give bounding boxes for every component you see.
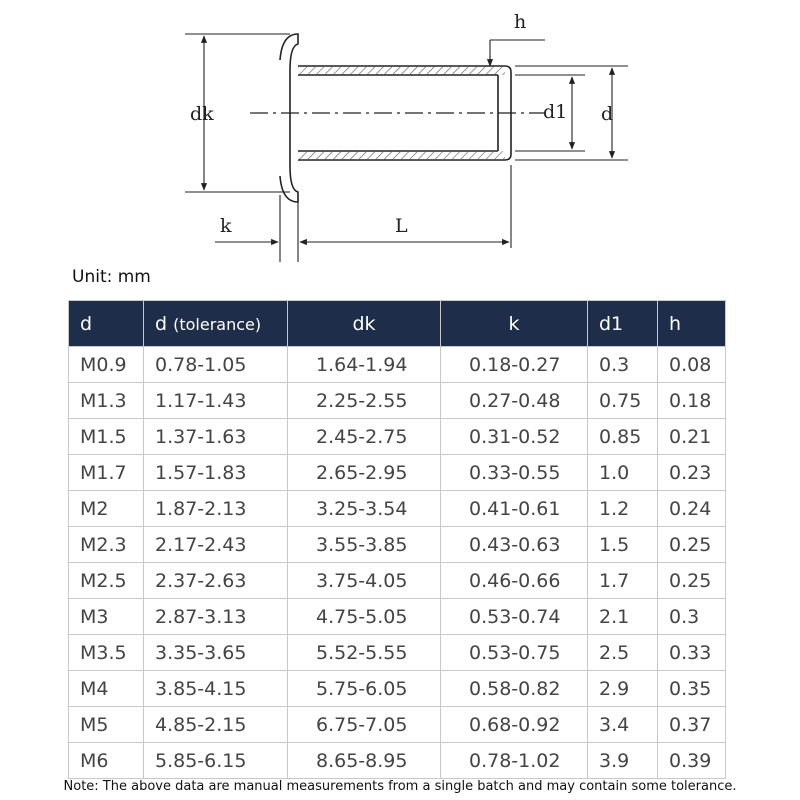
cell-tol: 0.78-1.05 (144, 347, 288, 383)
cell-d1: 3.9 (588, 743, 658, 779)
cell-tol: 1.87-2.13 (144, 491, 288, 527)
cell-k: 0.53-0.75 (441, 635, 588, 671)
cell-dk: 5.52-5.55 (288, 635, 441, 671)
table-row (69, 527, 726, 563)
cell-k: 0.41-0.61 (441, 491, 588, 527)
cell-h: 0.35 (658, 671, 726, 707)
cell-d: M2.5 (69, 563, 144, 599)
table-row (69, 491, 726, 527)
cell-d: M6 (69, 743, 144, 779)
header-h: h (658, 301, 726, 347)
cell-h: 0.39 (658, 743, 726, 779)
header-k: k (441, 301, 588, 347)
rivet-dimension-drawing (0, 0, 800, 270)
cell-k: 0.33-0.55 (441, 455, 588, 491)
cell-dk: 3.55-3.85 (288, 527, 441, 563)
cell-h: 0.33 (658, 635, 726, 671)
cell-d: M4 (69, 671, 144, 707)
d-label: d (601, 103, 614, 125)
table-row (69, 383, 726, 419)
cell-d: M1.7 (69, 455, 144, 491)
wall-hatch-bottom (298, 151, 505, 160)
header-dk: dk (288, 301, 441, 347)
rivet-shape (280, 34, 511, 202)
k-label: k (220, 215, 232, 237)
footnote: Note: The above data are manual measurements from a single batch and may contain some tolerance. (63, 779, 737, 794)
cell-k: 0.31-0.52 (441, 419, 588, 455)
cell-d: M2 (69, 491, 144, 527)
cell-dk: 2.25-2.55 (288, 383, 441, 419)
table-row (69, 455, 726, 491)
cell-h: 0.24 (658, 491, 726, 527)
h-label: h (514, 11, 527, 33)
cell-h: 0.08 (658, 347, 726, 383)
cell-dk: 2.65-2.95 (288, 455, 441, 491)
cell-k: 0.46-0.66 (441, 563, 588, 599)
cell-d: M5 (69, 707, 144, 743)
table-row (69, 563, 726, 599)
cell-h: 0.37 (658, 707, 726, 743)
cell-dk: 6.75-7.05 (288, 707, 441, 743)
cell-tol: 5.85-6.15 (144, 743, 288, 779)
cell-h: 0.25 (658, 563, 726, 599)
cell-dk: 3.25-3.54 (288, 491, 441, 527)
cell-d: M3.5 (69, 635, 144, 671)
cell-tol: 2.87-3.13 (144, 599, 288, 635)
cell-k: 0.58-0.82 (441, 671, 588, 707)
cell-d1: 1.7 (588, 563, 658, 599)
cell-d1: 0.75 (588, 383, 658, 419)
table-row (69, 671, 726, 707)
spec-table (68, 300, 726, 779)
cell-k: 0.68-0.92 (441, 707, 588, 743)
table-row (69, 347, 726, 383)
cell-tol: 1.17-1.43 (144, 383, 288, 419)
table-row (69, 635, 726, 671)
cell-d1: 1.0 (588, 455, 658, 491)
header-d-tolerance-sub: (tolerance) (173, 314, 262, 334)
cell-h: 0.23 (658, 455, 726, 491)
cell-h: 0.25 (658, 527, 726, 563)
cell-h: 0.18 (658, 383, 726, 419)
L-label: L (395, 215, 408, 237)
cell-tol: 2.17-2.43 (144, 527, 288, 563)
d1-label: d1 (543, 101, 568, 123)
table-header-row (69, 301, 726, 347)
k-L-dimensions (215, 165, 511, 262)
cell-tol: 1.57-1.83 (144, 455, 288, 491)
cell-dk: 3.75-4.05 (288, 563, 441, 599)
cell-k: 0.43-0.63 (441, 527, 588, 563)
header-d-tolerance-main: d (155, 312, 168, 335)
cell-d: M0.9 (69, 347, 144, 383)
cell-k: 0.27-0.48 (441, 383, 588, 419)
cell-tol: 2.37-2.63 (144, 563, 288, 599)
cell-tol: 1.37-1.63 (144, 419, 288, 455)
table-row (69, 419, 726, 455)
cell-d1: 1.5 (588, 527, 658, 563)
cell-k: 0.53-0.74 (441, 599, 588, 635)
cell-d1: 2.1 (588, 599, 658, 635)
table-row (69, 707, 726, 743)
cell-dk: 2.45-2.75 (288, 419, 441, 455)
h-dimension (490, 40, 545, 66)
cell-dk: 1.64-1.94 (288, 347, 441, 383)
cell-d: M2.3 (69, 527, 144, 563)
table-row (69, 743, 726, 779)
table-body (69, 347, 726, 779)
cell-tol: 3.35-3.65 (144, 635, 288, 671)
cell-k: 0.18-0.27 (441, 347, 588, 383)
cell-d1: 1.2 (588, 491, 658, 527)
dk-label: dk (190, 103, 214, 125)
cell-tol: 4.85-2.15 (144, 707, 288, 743)
unit-label: Unit: mm (72, 267, 151, 287)
wall-hatch-top (298, 66, 505, 75)
cell-d: M1.5 (69, 419, 144, 455)
cell-dk: 8.65-8.95 (288, 743, 441, 779)
cell-d1: 2.5 (588, 635, 658, 671)
table-row (69, 599, 726, 635)
cell-tol: 3.85-4.15 (144, 671, 288, 707)
cell-d1: 0.85 (588, 419, 658, 455)
cell-dk: 4.75-5.05 (288, 599, 441, 635)
cell-d1: 0.3 (588, 347, 658, 383)
cell-d: M3 (69, 599, 144, 635)
header-d1: d1 (588, 301, 658, 347)
cell-d: M1.3 (69, 383, 144, 419)
cell-d1: 3.4 (588, 707, 658, 743)
header-d: d (69, 301, 144, 347)
cell-h: 0.3 (658, 599, 726, 635)
header-d-tolerance (144, 301, 288, 347)
cell-h: 0.21 (658, 419, 726, 455)
cell-k: 0.78-1.02 (441, 743, 588, 779)
cell-dk: 5.75-6.05 (288, 671, 441, 707)
cell-d1: 2.9 (588, 671, 658, 707)
